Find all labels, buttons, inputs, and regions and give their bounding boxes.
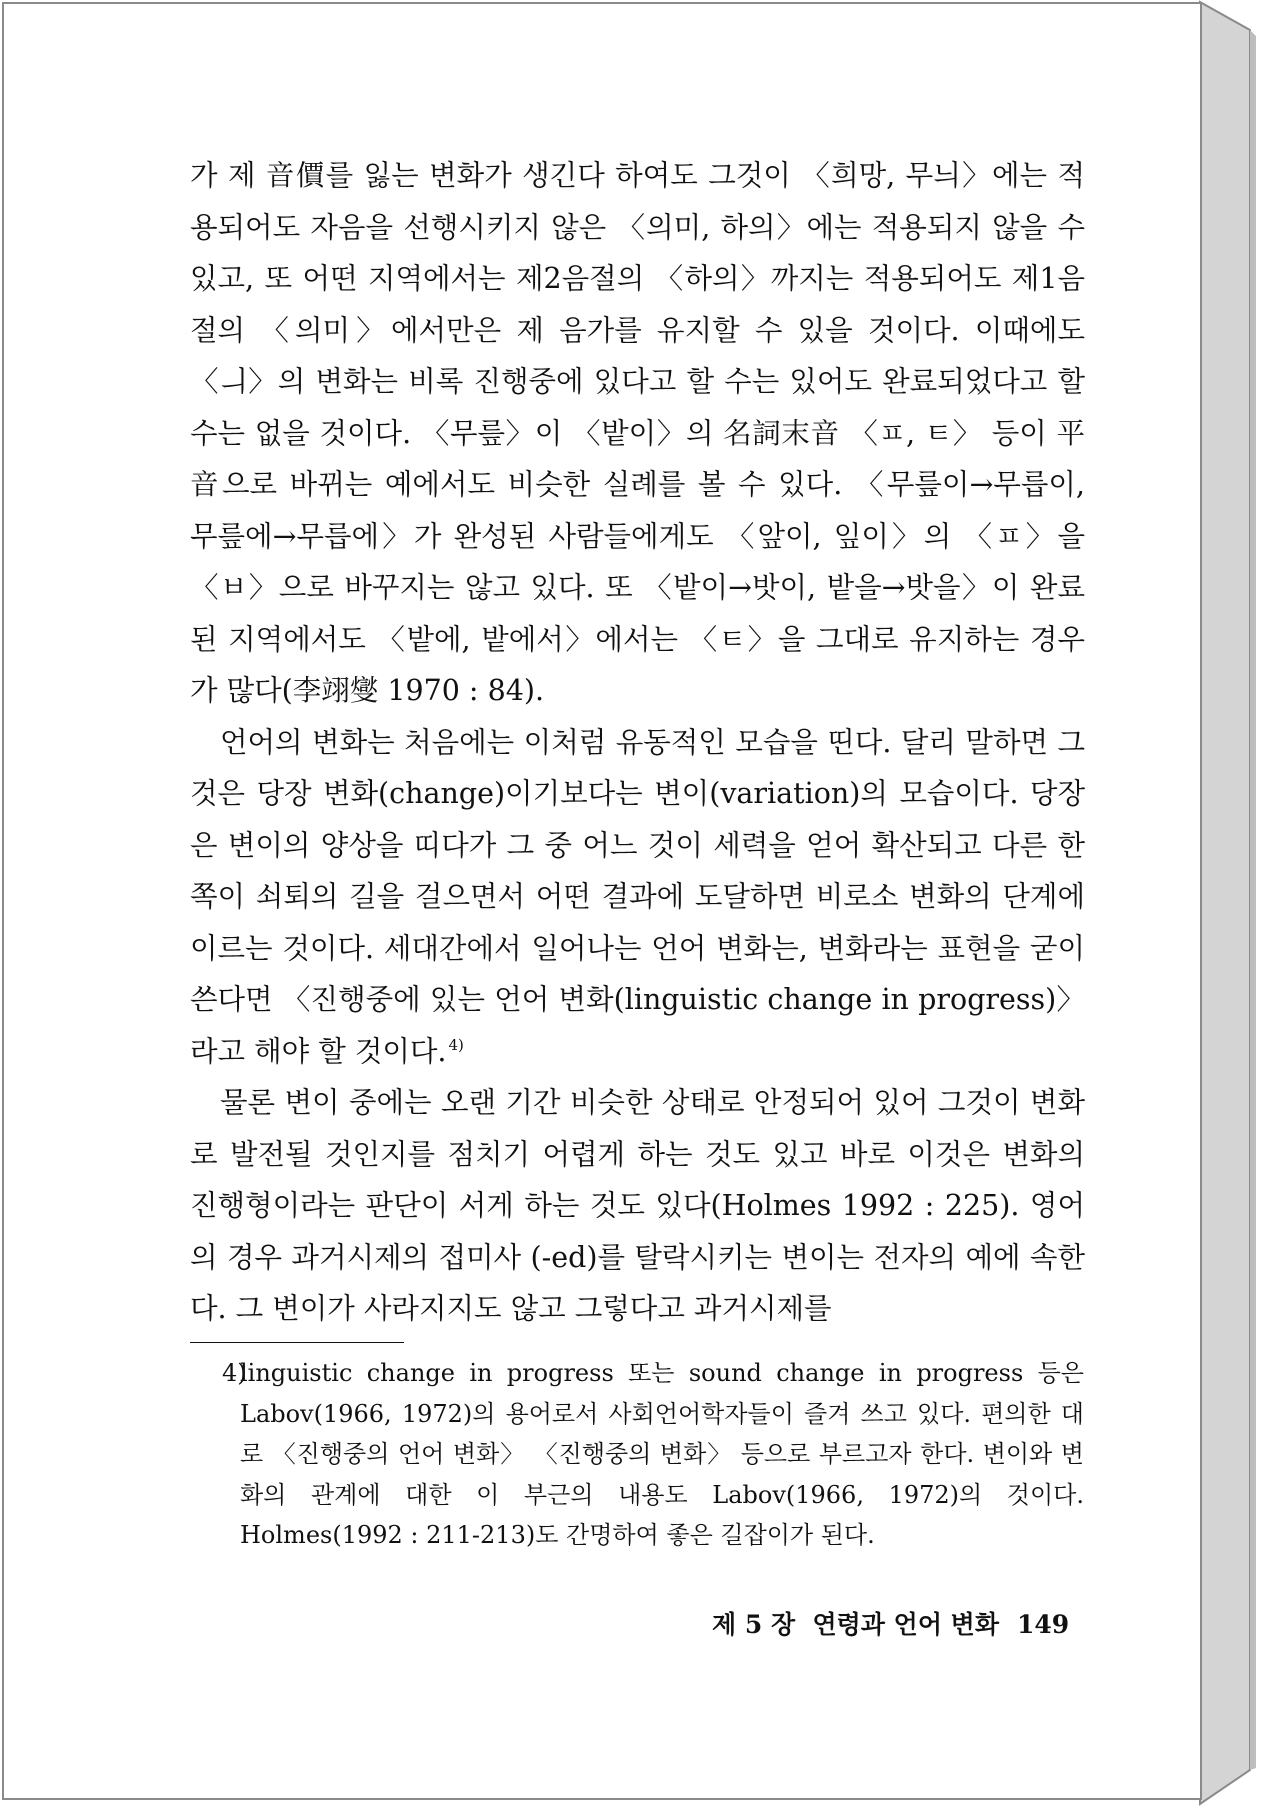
page-edge-shadow	[1250, 30, 1256, 1770]
footnote-divider	[190, 1342, 404, 1343]
running-footer	[712, 1605, 1070, 1641]
chapter-title: 제 5 장 연령과 언어 변화	[712, 1610, 999, 1639]
paragraph-3-text: 물론 변이 중에는 오랜 기간 비슷한 상태로 안정되어 있어 그것이 변화로 발전될 것인지를 점치기 어렵게 하는 것도 있고 바로 이것은 변화의 진행형이라는 판단이 서게 하는 것도 있다(Holmes 1992 : 225). 영어의 경우 과거시제의 접미사 (-ed)를 탈락시키는 변이는 전자의 예에 속한다. 그 변이가 사라지지도 않고 그렇다고 과거시제를	[190, 1086, 1085, 1325]
footnote-text: linguistic change in progress 또는 sound change in progress 등은 Labov(1966, 1972)의 용어로서 사회언어학자들이 즐겨 쓰고 있다. 편의한 대로 〈진행중의 언어 변화〉 〈진행중의 변화〉 등으로 부르고자 한다. 변이와 변화의 관계에 대한 이 부근의 내용도 Labov(1966, 1972)의 것이다. Holmes(1992 : 211-213)도 간명하여 좋은 길잡이가 된다.	[240, 1359, 1084, 1549]
paragraph-3	[190, 1077, 1085, 1335]
body-text	[190, 150, 1085, 1335]
paragraph-1	[190, 150, 1085, 717]
paragraph-1-text: 가 제 音價를 잃는 변화가 생긴다 하여도 그것이 〈희망, 무늬〉에는 적용되어도 자음을 선행시키지 않은 〈의미, 하의〉에는 적용되지 않을 수 있고, 또 어떤 지역에서는 제2음절의 〈하의〉까지는 적용되어도 제1음절의 〈의미〉에서만은 제 음가를 유지할 수 있을 것이다. 이때에도 〈ㅢ〉의 변화는 비록 진행중에 있다고 할 수는 있어도 완료되었다고 할 수는 없을 것이다. 〈무릎〉이 〈밭이〉의 名詞末音 〈ㅍ, ㅌ〉 등이 平音으로 바뀌는 예에서도 비슷한 실례를 볼 수 있다. 〈무릎이→무릅이, 무릎에→무릅에〉가 완성된 사람들에게도 〈앞이, 잎이〉의 〈ㅍ〉을 〈ㅂ〉으로 바꾸지는 않고 있다. 또 〈밭이→밧이, 밭을→밧을〉이 완료된 지역에서도 〈밭에, 밭에서〉에서는 〈ㅌ〉을 그대로 유지하는 경우가 많다(李翊燮 1970 : 84).	[190, 159, 1085, 707]
paragraph-2	[190, 717, 1085, 1078]
footnote-reference[interactable]: 4)	[448, 1036, 464, 1054]
footnote-number: 4)	[222, 1359, 247, 1387]
paragraph-2-text: 언어의 변화는 처음에는 이처럼 유동적인 모습을 띤다. 달리 말하면 그것은 당장 변화(change)이기보다는 변이(variation)의 모습이다. 당장은 변이의 양상을 띠다가 그 중 어느 것이 세력을 얻어 확산되고 다른 한쪽이 쇠퇴의 길을 걸으면서 어떤 결과에 도달하면 비로소 변화의 단계에 이르는 것이다. 세대간에서 일어나는 언어 변화는, 변화라는 표현을 굳이 쓴다면 〈진행중에 있는 언어 변화(linguistic change in progress)〉라고 해야 할 것이다.	[190, 725, 1085, 1068]
page-edge-side	[1200, 2, 1250, 1804]
footnote	[222, 1353, 1084, 1556]
page-number: 149	[1016, 1610, 1070, 1639]
